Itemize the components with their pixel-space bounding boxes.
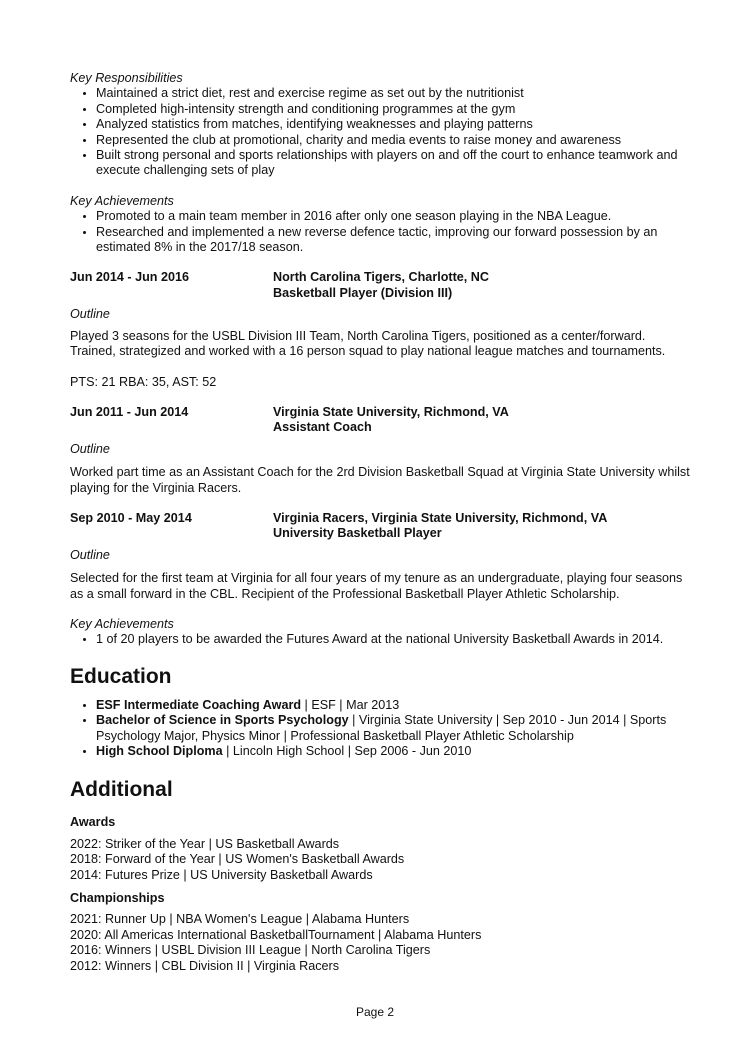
job-org-block [273, 405, 690, 436]
education-degree: ESF Intermediate Coaching Award [96, 697, 302, 712]
awards-heading: Awards [70, 815, 116, 830]
job-org: North Carolina Tigers, Charlotte, NC [273, 270, 489, 285]
awards-list [70, 837, 690, 883]
achievements-heading: Key Achievements [70, 193, 174, 208]
education-list [70, 698, 690, 760]
job-org: Virginia Racers, Virginia State University, Richmond, VA [273, 510, 608, 525]
education-degree: High School Diploma [96, 744, 223, 758]
list-item: • Built strong personal and sports relationships with players on and off the court to enhance teamwork and execute challenging sets of play [96, 148, 690, 179]
list-item: 2022: Striker of the Year | US Basketball Awards [70, 836, 340, 851]
outline-heading: Outline [70, 441, 110, 456]
achievements-list [70, 632, 690, 647]
outline-heading: Outline [70, 547, 110, 562]
responsibilities-list [70, 86, 690, 178]
list-item: 2012: Winners | CBL Division II | Virginia Racers [70, 958, 340, 973]
job-stats: PTS: 21 RBA: 35, AST: 52 [70, 374, 217, 389]
list-item: 2016: Winners | USBL Division III League | North Carolina Tigers [70, 943, 431, 958]
job-dates: Sep 2010 - May 2014 [70, 510, 192, 525]
list-item: • Promoted to a main team member in 2016 after only one season playing in the NBA League. [96, 209, 690, 224]
job-org-block [273, 270, 690, 301]
job-outline: Worked part time as an Assistant Coach for the 2rd Division Basketball Squad at Virginia State University whilst playing for the Virginia Racers. [70, 465, 690, 495]
job-outline: Selected for the first team at Virginia for all four years of my tenure as an undergraduate, playing four seasons as a small forward in the CBL. Recipient of the Professional Basketball Player Athletic Scholarship. [70, 571, 683, 601]
list-item: 2021: Runner Up | NBA Women's League | Alabama Hunters [70, 912, 410, 927]
resume-page [70, 71, 690, 974]
outline-heading: Outline [70, 307, 110, 322]
list-item [96, 698, 690, 713]
list-item: • Maintained a strict diet, rest and exercise regime as set out by the nutritionist [96, 86, 690, 101]
list-item [96, 713, 690, 744]
list-item [96, 744, 690, 759]
job-dates: Jun 2014 - Jun 2016 [70, 270, 190, 285]
list-item: 2014: Futures Prize | US University Basketball Awards [70, 867, 373, 882]
job-header [70, 405, 690, 436]
list-item: 2018: Forward of the Year | US Women's Basketball Awards [70, 852, 405, 867]
job-title: Assistant Coach [273, 420, 372, 435]
additional-heading: Additional [70, 778, 173, 802]
job-outline: Played 3 seasons for the USBL Division III Team, North Carolina Tigers, positioned as a center/forward. Trained, strategized and worked with a 16 person squad to play national league matches and tournaments. [70, 328, 666, 359]
job-org: Virginia State University, Richmond, VA [273, 404, 509, 419]
job-title: University Basketball Player [273, 526, 442, 541]
education-details: | ESF | Mar 2013 [301, 697, 400, 712]
list-item: • Researched and implemented a new reverse defence tactic, improving our forward possession by an estimated 8% in the 2017/18 season. [96, 225, 690, 256]
education-heading: Education [70, 664, 172, 688]
list-item: • 1 of 20 players to be awarded the Futures Award at the national University Basketball Awards in 2014. [96, 632, 690, 647]
list-item: • Represented the club at promotional, charity and media events to raise money and awareness [96, 133, 690, 148]
list-item: • Completed high-intensity strength and conditioning programmes at the gym [96, 102, 690, 117]
job-org-block [273, 511, 690, 542]
championships-list [70, 912, 690, 974]
list-item: 2020: All Americas International BasketballTournament | Alabama Hunters [70, 927, 482, 942]
job-dates: Jun 2011 - Jun 2014 [70, 404, 189, 419]
education-details: | Virginia State University | Sep 2010 - Jun 2014 | Sports Psychology Major, Physics Minor | Professional Basketball Player Athletic Scholarship [96, 713, 667, 743]
achievements-heading: Key Achievements [70, 616, 174, 631]
education-details: | Lincoln High School | Sep 2006 - Jun 2010 [222, 744, 472, 758]
responsibilities-heading: Key Responsibilities [70, 71, 183, 85]
education-degree: Bachelor of Science in Sports Psychology [96, 713, 349, 728]
job-header [70, 511, 690, 542]
championships-heading: Championships [70, 891, 165, 906]
list-item: • Analyzed statistics from matches, identifying weaknesses and playing patterns [96, 117, 690, 132]
job-title: Basketball Player (Division III) [273, 285, 453, 300]
job-header [70, 270, 690, 301]
achievements-list [70, 209, 690, 255]
page-number: Page 2 [355, 1005, 395, 1019]
